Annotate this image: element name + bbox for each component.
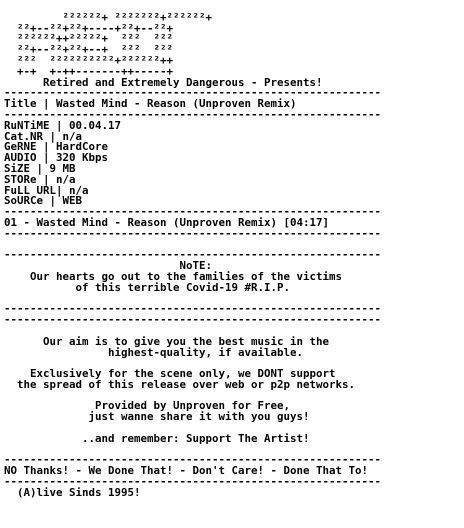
ascii-logo-line: ²²+--²²+²²+----+²²+--²²+ (4, 21, 174, 35)
footer-line: NO Thanks! - We Done That! - Don't Care! - Done That To! (4, 464, 369, 478)
divider: ---------------------------------------------------------- (4, 107, 382, 121)
divider: ---------------------------------------------------------- (4, 453, 382, 467)
info-store: STORe | n/a (4, 172, 76, 186)
divider: ---------------------------------------------------------- (4, 302, 382, 316)
body-line: highest-quality, if available. (4, 345, 304, 359)
ascii-logo-line: ²²+--²²+²²+--+ ²²² ²²² (4, 43, 174, 57)
divider: ---------------------------------------------------------- (4, 248, 382, 262)
info-full-url: FuLL URL| n/a (4, 183, 89, 197)
divider: ---------------------------------------------------------- (4, 226, 382, 240)
divider: ---------------------------------------------------------- (4, 205, 382, 219)
ascii-logo-line: ²²²²²²++²²²²²+ ²²² ²²² (4, 32, 174, 46)
info-runtime: RuNTiME | 00.04.17 (4, 118, 122, 132)
body-line: just wanne share it with you guys! (4, 410, 310, 424)
ascii-logo-line: ²²² ²²²²²²²²²²+²²²²²²++ (4, 53, 174, 67)
presents-line: Retired and Extremely Dangerous - Presents! (4, 75, 323, 89)
body-line: ..and remember: Support The Artist! (4, 431, 310, 445)
note-header: NoTE: (4, 259, 213, 273)
info-catalog: Cat.NR | n/a (4, 129, 83, 143)
body-line: Provided by Unproven for Free, (4, 399, 291, 413)
ascii-logo-line: +-+ +-++-------++-----+ (4, 64, 174, 78)
body-line: Exclusively for the scene only, we DONT support (4, 367, 336, 381)
info-source: SoURCe | WEB (4, 194, 83, 208)
note-line: Our hearts go out to the families of the victims (4, 269, 343, 283)
body-line: Our aim is to give you the best music in the (4, 334, 330, 348)
info-size: SiZE | 9 MB (4, 161, 76, 175)
divider: ---------------------------------------------------------- (4, 313, 382, 327)
note-line: of this terrible Covid-19 #R.I.P. (4, 280, 291, 294)
info-genre: GeRNE | HardCore (4, 140, 109, 154)
divider: ---------------------------------------------------------- (4, 475, 382, 489)
body-line: the spread of this release over web or p2p networks. (4, 377, 356, 391)
title-line: Title | Wasted Mind - Reason (Unproven Remix) (4, 97, 297, 111)
ascii-logo-line: ²²²²²²+ ²²²²²²²+²²²²²²+ (4, 10, 213, 24)
alive-line: (A)live Sinds 1995! (4, 485, 141, 499)
tracklist-item: 01 - Wasted Mind - Reason (Unproven Remix) [04:17] (4, 215, 330, 229)
divider: ---------------------------------------------------------- (4, 86, 382, 100)
info-audio: AUDIO | 320 Kbps (4, 151, 109, 165)
